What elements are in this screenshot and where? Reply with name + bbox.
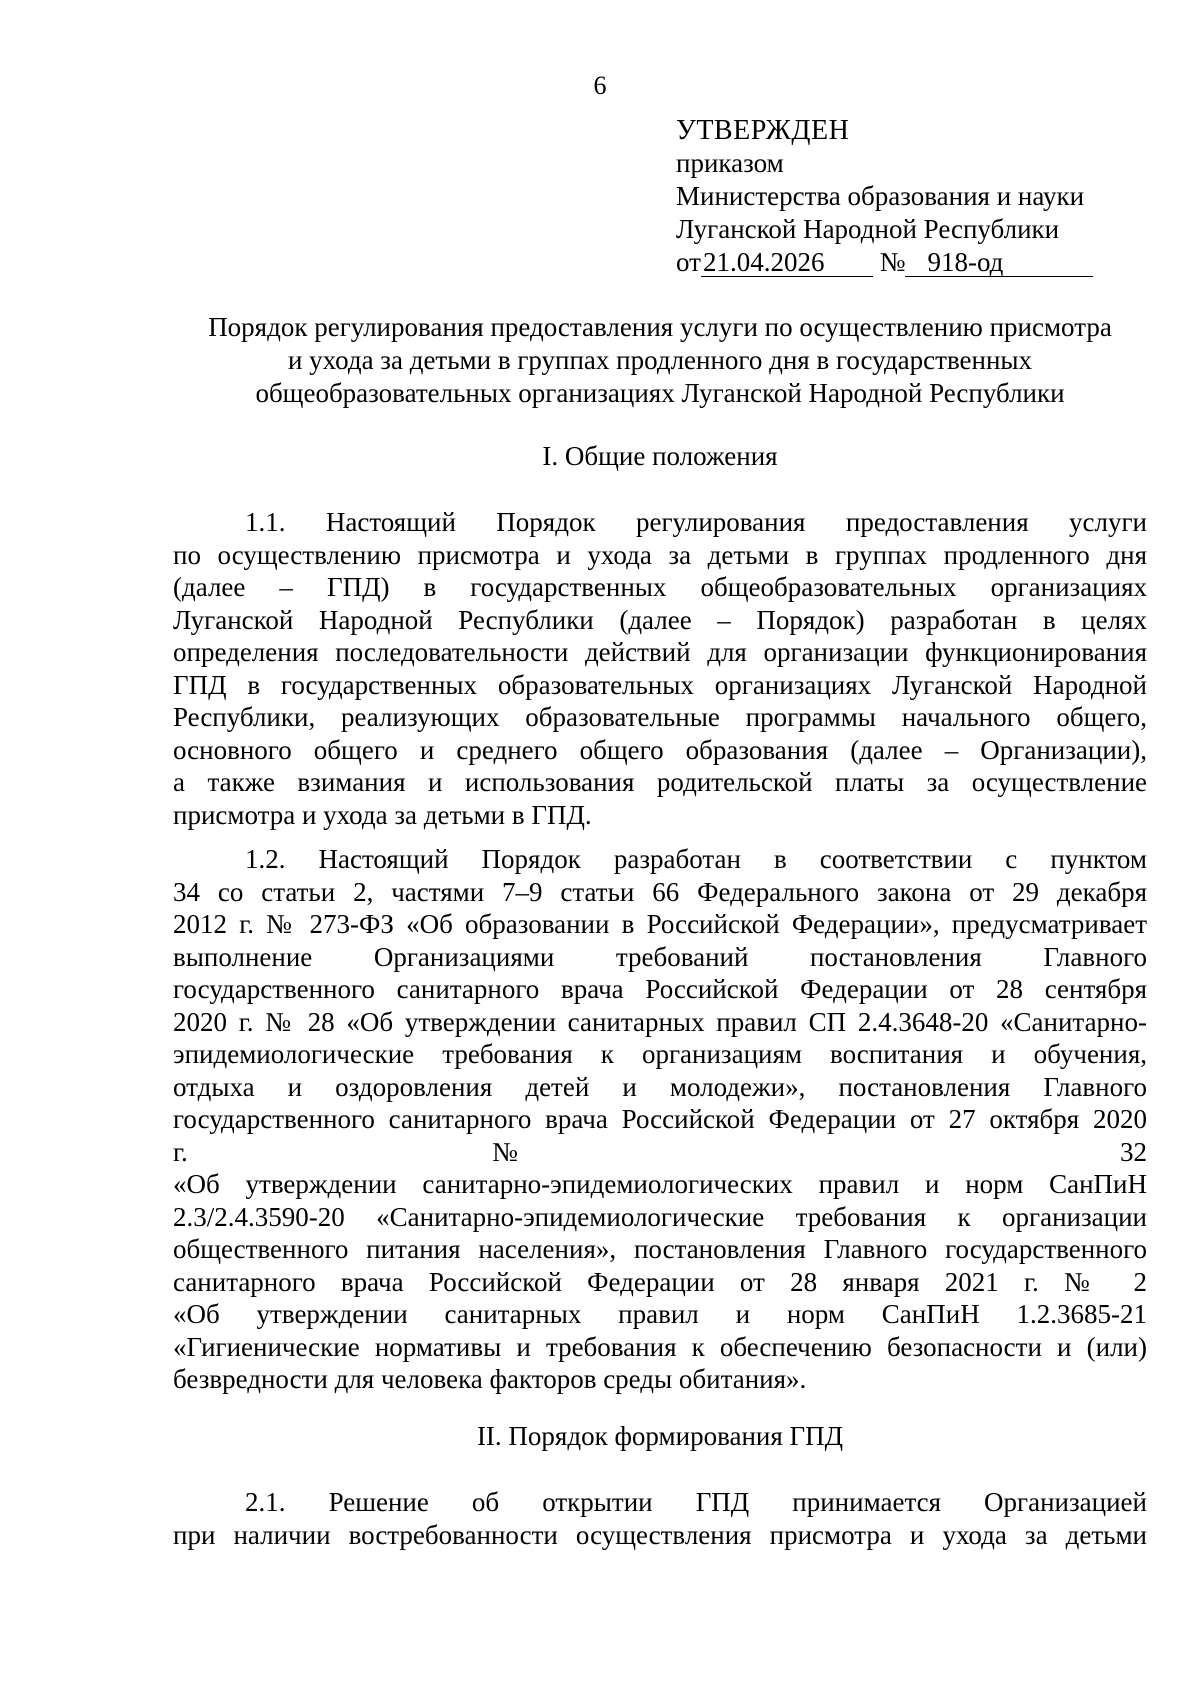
approval-republic-line: Луганской Народной Республики (676, 214, 1060, 244)
text-line: при наличии востребованности осуществления присмотра и ухода за детьми (173, 1519, 1147, 1550)
text-line: основного общего и среднего общего образования (далее – Организации), (173, 734, 1147, 765)
paragraph-1-2 (173, 843, 1147, 1396)
text-line: определения последовательности действий для организации функционирования (173, 637, 1147, 667)
title-line: Порядок регулирования предоставления услуги по осуществлению присмотра (208, 312, 1112, 342)
text-line: государственного санитарного врача Российской Федерации от 27 октября 2020 (173, 1104, 1147, 1134)
document-title (170, 311, 1150, 410)
text-line: 1.2. Настоящий Порядок разработан в соответствии с пунктом (245, 844, 1147, 874)
text-line: 2.1. Решение об открытии ГПД принимается Организацией (245, 1487, 1147, 1517)
text-line: присмотра и ухода за детьми в ГПД. (173, 799, 592, 830)
approved-label: УТВЕРЖДЕН (676, 115, 850, 146)
order-number: 918-од (905, 248, 1093, 277)
text-line: «Гигиенические нормативы и требования к обеспечению безопасности и (или) (173, 1331, 1147, 1362)
text-line: Республики, реализующих образовательные программы начального общего, (173, 702, 1147, 732)
text-line: выполнение Организациями требований постановления Главного (173, 941, 1147, 972)
text-line: общественного питания населения», постановления Главного государственного (173, 1234, 1147, 1264)
date-prefix: от (676, 247, 701, 277)
text-line: 34 со статьи 2, частями 7–9 статьи 66 Федерального закона от 29 декабря (173, 876, 1147, 907)
text-line: Луганской Народной Республики (далее – Порядок) разработан в целях (173, 604, 1147, 635)
approval-ministry-line: Министерства образования и науки (676, 181, 1085, 211)
number-sign: № (879, 247, 906, 277)
title-line: и ухода за детьми в группах продленного дня в государственных (287, 345, 1033, 375)
text-line: 2.3/2.4.3590-20 «Санитарно-эпидемиологические требования к организации (173, 1201, 1147, 1232)
text-line: государственного санитарного врача Российской Федерации от 28 сентября (173, 974, 1147, 1004)
approval-order-line: приказом (676, 148, 784, 178)
text-line: отдыха и оздоровления детей и молодежи», постановления Главного (173, 1071, 1147, 1102)
text-line: г. № 32 (173, 1136, 1147, 1167)
text-line: «Об утверждении санитарно-эпидемиологических правил и норм СанПиН (173, 1169, 1147, 1199)
text-line: «Об утверждении санитарных правил и норм СанПиН 1.2.3685-21 (173, 1299, 1147, 1329)
approval-date-number-line (676, 246, 1146, 279)
paragraph-2-1 (173, 1486, 1147, 1551)
approval-stamp-block (676, 114, 1146, 279)
title-line: общеобразовательных организациях Луганской Народной Республики (255, 378, 1065, 408)
text-line: санитарного врача Российской Федерации от 28 января 2021 г. № 2 (173, 1266, 1147, 1297)
text-line: по осуществлению присмотра и ухода за детьми в группах продленного дня (173, 539, 1147, 570)
text-line: эпидемиологические требования к организациям воспитания и обучения, (173, 1039, 1147, 1069)
text-line: 1.1. Настоящий Порядок регулирования предоставления услуги (245, 507, 1147, 537)
section-heading-general: I. Общие положения (542, 441, 778, 471)
paragraph-1-1 (173, 506, 1147, 831)
text-line: безвредности для человека факторов среды обитания». (173, 1364, 807, 1394)
text-line: 2012 г. № 273-ФЗ «Об образовании в Российской Федерации», предусматривает (173, 909, 1147, 939)
text-line: (далее – ГПД) в государственных общеобразовательных организациях (173, 572, 1147, 602)
order-date: 21.04.2026 (701, 248, 873, 277)
section-heading-formation: II. Порядок формирования ГПД (476, 1421, 844, 1451)
page-number: 6 (593, 71, 607, 100)
text-line: а также взимания и использования родительской платы за осуществление (173, 767, 1147, 797)
text-line: ГПД в государственных образовательных организациях Луганской Народной (173, 669, 1147, 700)
text-line: 2020 г. № 28 «Об утверждении санитарных правил СП 2.4.3648-20 «Санитарно- (173, 1006, 1147, 1037)
